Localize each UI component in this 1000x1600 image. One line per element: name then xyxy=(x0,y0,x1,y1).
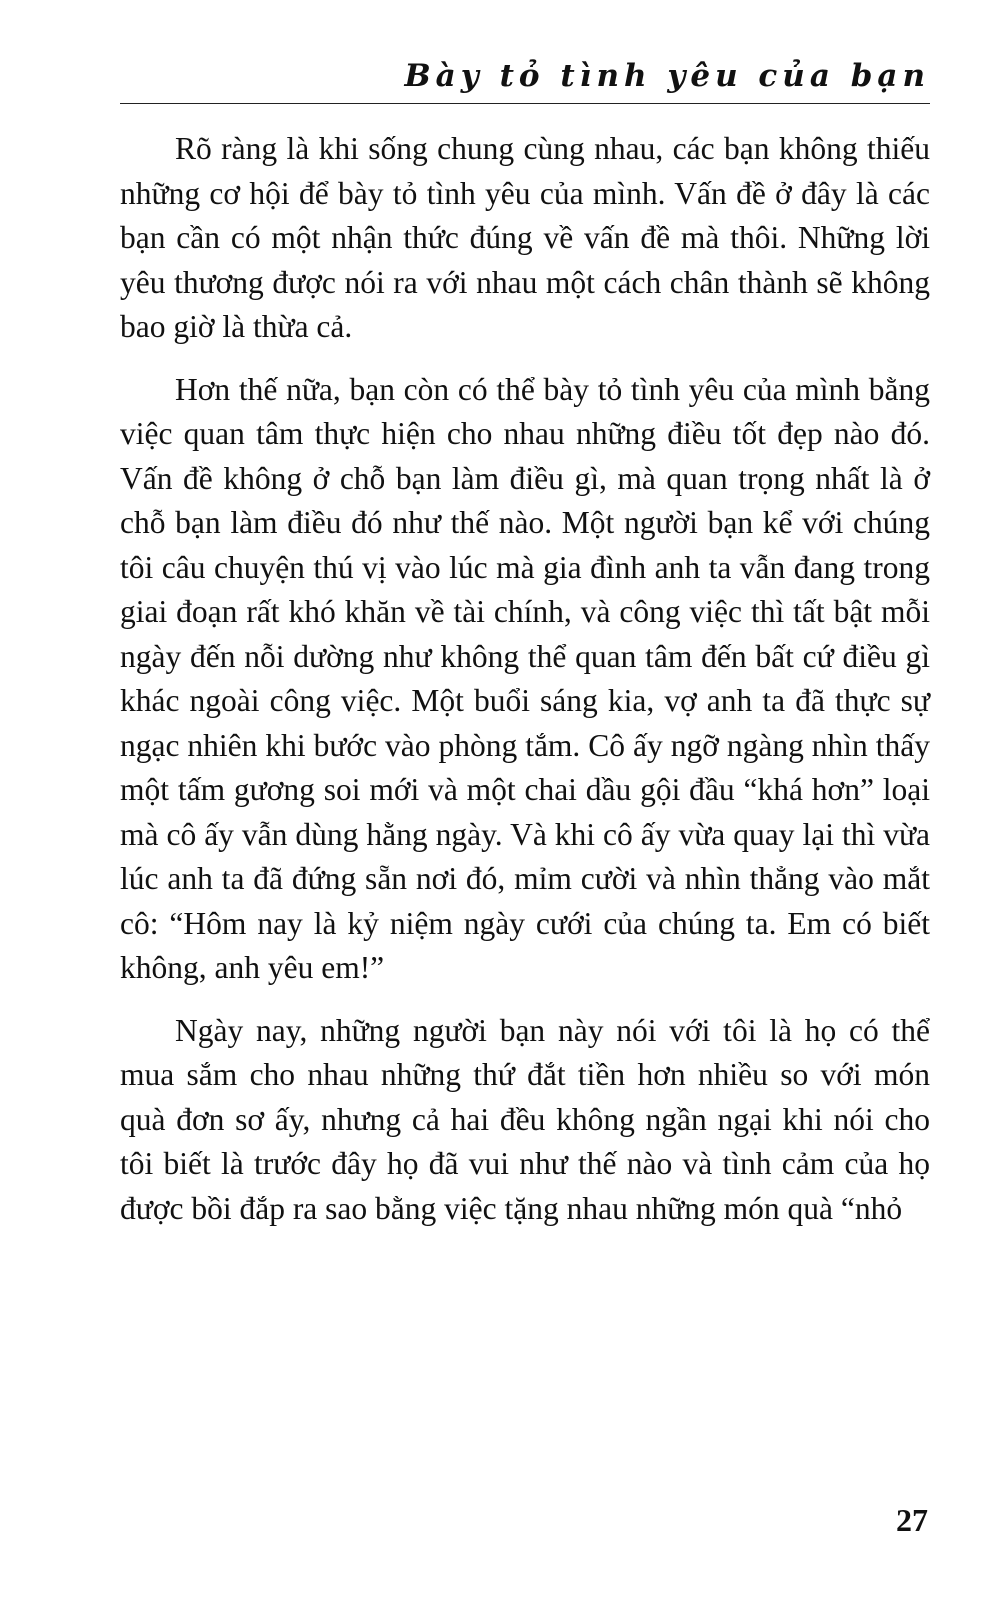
running-header-title: Bày tỏ tình yêu của bạn xyxy=(404,58,930,94)
paragraph-3: Ngày nay, những người bạn này nói với tôi là họ có thể mua sắm cho nhau những thứ đắt tiền hơn nhiều so với món quà đơn sơ ấy, nhưng cả hai đều không ngần ngại khi nói cho tôi biết là trước đây họ đã vui như thế nào và tình cảm của họ được bồi đắp ra sao bằng việc tặng nhau những món quà “nhỏ xyxy=(120,1012,930,1226)
page-number: 27 xyxy=(896,1502,928,1538)
paragraph-2: Hơn thế nữa, bạn còn có thể bày tỏ tình yêu của mình bằng việc quan tâm thực hiện cho nhau những điều tốt đẹp nào đó. Vấn đề không ở chỗ bạn làm điều gì, mà quan trọng nhất là ở chỗ bạn làm điều đó như thế nào. Một người bạn kể với chúng tôi câu chuyện thú vị vào lúc mà gia đình anh ta vẫn đang trong giai đoạn rất khó khăn về tài chính, và công việc thì tất bật mỗi ngày đến nỗi dường như không thể quan tâm đến bất cứ điều gì khác ngoài công việc. Một buổi sáng kia, vợ anh ta đã thực sự ngạc nhiên khi bước vào phòng tắm. Cô ấy ngỡ ngàng nhìn thấy một tấm gương soi mới và một chai dầu gội đầu “khá hơn” loại mà cô ấy vẫn dùng hằng ngày. Và khi cô ấy vừa quay lại thì vừa lúc anh ta đã đứng sẵn nơi đó, mỉm cười và nhìn thẳng vào mắt cô: “Hôm nay là kỷ niệm ngày cưới của chúng ta. Em có biết không, anh yêu em!” xyxy=(120,371,930,985)
header-divider xyxy=(120,103,930,104)
paragraph-1: Rõ ràng là khi sống chung cùng nhau, các bạn không thiếu những cơ hội để bày tỏ tình yêu của mình. Vấn đề ở đây là các bạn cần có một nhận thức đúng về vấn đề mà thôi. Những lời yêu thương được nói ra với nhau một cách chân thành sẽ không bao giờ là thừa cả. xyxy=(120,131,930,344)
body-text xyxy=(120,127,930,1249)
